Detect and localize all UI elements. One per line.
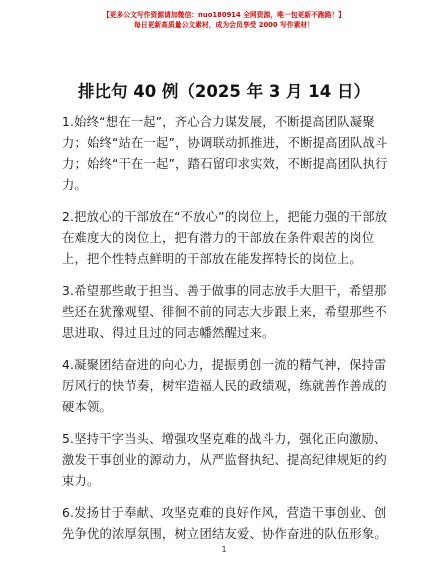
promo-header	[0, 10, 448, 30]
paragraph-6: 6.发扬甘于奉献、攻坚克难的良好作风，营造干事创业、创先争优的浓厚氛围，树立团结友爱、协作奋进的队伍形象。	[62, 506, 387, 541]
document-body	[62, 112, 392, 556]
page-number: 1	[221, 545, 227, 554]
paragraph-3: 3.希望那些敢于担当、善于做事的同志放手大胆干，希望那些还在犹豫观望、徘徊不前的同志大步跟上来，希望那些不思进取、得过且过的同志幡然醒过来。	[62, 284, 387, 340]
promo-line-2: 每日更新高质量公文素材，成为会员享受 2000 写作素材！	[134, 21, 314, 29]
paragraph-4: 4.凝聚团结奋进的向心力，提振勇创一流的精气神，保持雷厉风行的快节奏，树牢造福人民的政绩观，练就善作善成的硬本领。	[62, 358, 387, 414]
page-title: 排比句 40 例（2025 年 3 月 14 日）	[77, 82, 371, 101]
paragraph-1: 1.始终“想在一起”，齐心合力谋发展，不断提高团队凝聚力；始终“站在一起”，协调联动抓推进，不断提高团队战斗力；始终“干在一起”，踏石留印求实效，不断提高团队执行力。	[62, 115, 388, 192]
promo-line-1: 【更多公文写作资源请加微信：nuo180914 全网资源，唯一包更新不跑路！】	[102, 11, 346, 19]
paragraph-5: 5.坚持干字当头、增强攻坚克难的战斗力，强化正向激励、激发干事创业的源动力，从严监督执纪、提高纪律规矩的约束力。	[62, 432, 387, 488]
paragraph-2: 2.把放心的干部放在“不放心”的岗位上，把能力强的干部放在难度大的岗位上，把有潜力的干部放在条件艰苦的岗位上，把个性特点鲜明的干部放在能发挥特长的岗位上。	[62, 210, 388, 266]
